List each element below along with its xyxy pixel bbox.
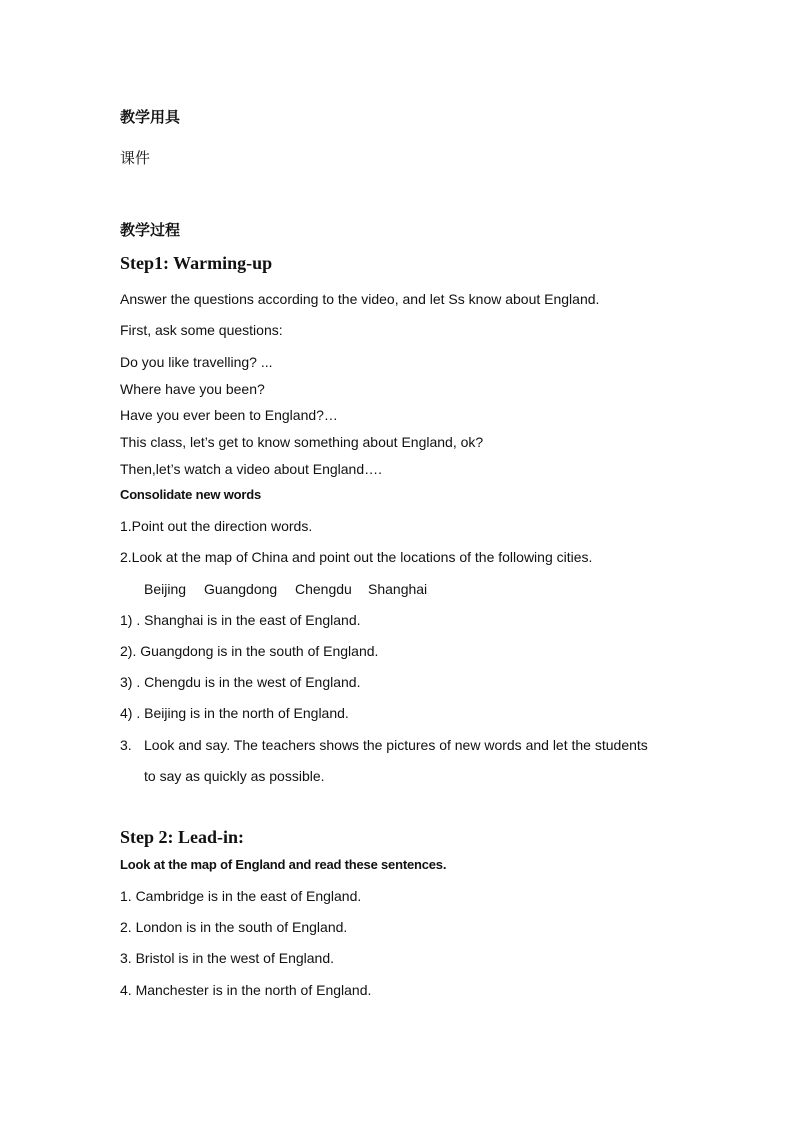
question-line: Where have you been? bbox=[120, 381, 265, 397]
england-sentence: 3. Bristol is in the west of England. bbox=[120, 950, 334, 966]
question-line: Then,let’s watch a video about England…. bbox=[120, 461, 383, 477]
step2-subheading: Look at the map of England and read these sentences. bbox=[120, 857, 447, 872]
england-sentence: 1. Cambridge is in the east of England. bbox=[120, 888, 362, 904]
teaching-tools-heading: 教学用具 bbox=[120, 108, 181, 126]
step2-heading: Step 2: Lead-in: bbox=[120, 827, 245, 847]
look-say-line: to say as quickly as possible. bbox=[144, 768, 325, 784]
look-say-line: Look and say. The teachers shows the pictures of new words and let the students bbox=[144, 737, 648, 753]
step1-first: First, ask some questions: bbox=[120, 322, 283, 338]
map-china-instruction: 2.Look at the map of China and point out the locations of the following cities. bbox=[120, 549, 593, 565]
question-line: Do you like travelling? ... bbox=[120, 354, 273, 370]
direction-sentence: 4) . Beijing is in the north of England. bbox=[120, 705, 349, 721]
direction-sentence: 1) . Shanghai is in the east of England. bbox=[120, 612, 361, 628]
teaching-process-heading: 教学过程 bbox=[120, 221, 181, 239]
teaching-tools-content: 课件 bbox=[120, 149, 151, 167]
step1-heading: Step1: Warming-up bbox=[120, 253, 273, 273]
england-sentence: 4. Manchester is in the north of England. bbox=[120, 982, 372, 998]
question-line: Have you ever been to England?… bbox=[120, 407, 338, 423]
city-item: Beijing bbox=[144, 581, 187, 597]
consolidate-heading: Consolidate new words bbox=[120, 487, 261, 502]
look-say-number: 3. bbox=[120, 737, 132, 753]
city-item: Chengdu bbox=[295, 581, 352, 597]
city-item: Guangdong bbox=[204, 581, 278, 597]
point-directions: 1.Point out the direction words. bbox=[120, 518, 313, 534]
question-line: This class, let’s get to know something about England, ok? bbox=[120, 434, 484, 450]
direction-sentence: 2). Guangdong is in the south of England. bbox=[120, 643, 379, 659]
city-item: Shanghai bbox=[368, 581, 428, 597]
england-sentence: 2. London is in the south of England. bbox=[120, 919, 348, 935]
step1-intro: Answer the questions according to the video, and let Ss know about England. bbox=[120, 291, 600, 307]
direction-sentence: 3) . Chengdu is in the west of England. bbox=[120, 674, 361, 690]
